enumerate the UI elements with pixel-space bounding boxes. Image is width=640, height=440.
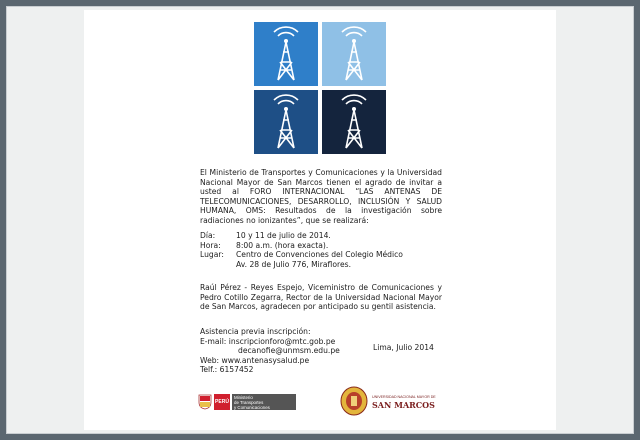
antenna-tile-icon xyxy=(322,90,386,154)
ministry-label xyxy=(232,394,296,410)
time-value: 8:00 a.m. (hora exacta). xyxy=(236,240,329,250)
san-marcos-logo xyxy=(340,386,440,416)
venue-address: Av. 28 de Julio 776, Miraflores. xyxy=(236,259,351,269)
antenna-tile-icon xyxy=(254,22,318,86)
phone-number: Telf.: 6157452 xyxy=(200,365,254,375)
peru-ministry-logo xyxy=(198,392,298,414)
ministry-line-3: y Comunicaciones xyxy=(234,405,270,410)
email-label: E-mail: xyxy=(200,336,227,346)
venue-label: Lugar: xyxy=(200,250,224,260)
university-small-label: UNIVERSIDAD NACIONAL MAYOR DE xyxy=(372,395,436,399)
email-link-2[interactable]: decanofie@unmsm.edu.pe xyxy=(238,346,340,356)
ministry-line-1: Ministerio xyxy=(234,395,253,400)
contact-heading: Asistencia previa inscripción: xyxy=(200,327,311,336)
venue-row xyxy=(200,250,442,260)
date-value: 10 y 11 de julio de 2014. xyxy=(236,231,331,240)
email-row xyxy=(200,337,360,347)
web-link[interactable]: Web: www.antenasysalud.pe xyxy=(200,355,310,365)
date-row xyxy=(200,231,442,241)
antenna-tile-icon xyxy=(322,22,386,86)
place-date: Lima, Julio 2014 xyxy=(373,343,434,352)
ministry-line-2: de Transportes xyxy=(234,400,264,405)
time-row xyxy=(200,241,442,251)
venue-value: Centro de Convenciones del Colegio Médico xyxy=(236,250,403,260)
intro-paragraph: El Ministerio de Transportes y Comunicaciones y la Universidad Nacional Mayor de San Marcos tienen el agrado de invitar a usted al FORO INTERNACIONAL “LAS ANTENAS DE TELECOMUNICACIONES, DESARROLLO, INCLUSIÓN Y SALUD HUMANA, OMS: Resultados de la investigación sobre radiaciones no ionizantes”, que se realizará: xyxy=(200,168,442,225)
date-label: Día: xyxy=(200,231,216,240)
university-seal-icon xyxy=(340,386,368,416)
time-label: Hora: xyxy=(200,240,221,250)
peru-shield-icon xyxy=(198,394,212,410)
contact-block xyxy=(200,327,360,375)
peru-label: PERÚ xyxy=(214,394,230,410)
antenna-tile-icon xyxy=(254,90,318,154)
antenna-logo xyxy=(254,22,386,154)
event-details xyxy=(200,231,442,269)
thanks-paragraph: Raúl Pérez - Reyes Espejo, Viceministro de Comunicaciones y Pedro Cotillo Zegarra, Rector de la Universidad Nacional Mayor de San Marcos, agradecen por anticipado su gentil asistencia. xyxy=(200,283,442,312)
email-link-1[interactable]: inscripcionforo@mtc.gob.pe xyxy=(228,336,336,346)
university-name: SAN MARCOS xyxy=(372,400,435,410)
